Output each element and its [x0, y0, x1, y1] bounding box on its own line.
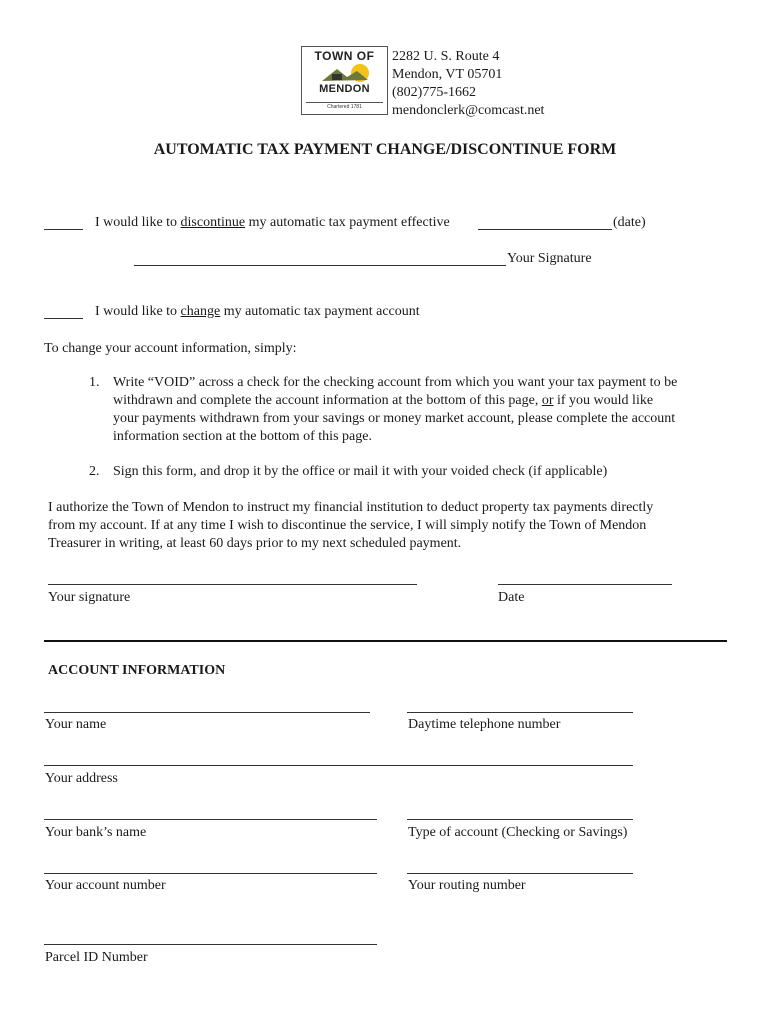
discontinue-keyword: discontinue: [180, 215, 246, 230]
address-label: Your address: [45, 771, 118, 786]
discontinue-checkbox-line[interactable]: [44, 229, 83, 230]
step1-or: or: [541, 393, 554, 408]
step1-line1: Write “VOID” across a check for the checking account from which you want your tax payment to be: [113, 375, 678, 390]
section-divider: [44, 640, 727, 642]
step1-line4: information section at the bottom of this page.: [113, 429, 372, 444]
logo-text-top: TOWN OF: [314, 49, 375, 63]
authorization-line2: from my account. If at any time I wish to discontinue the service, I will simply notify the Town of Mendon: [48, 518, 647, 533]
authorization-date-line[interactable]: [498, 584, 672, 585]
account-number-line[interactable]: [44, 873, 377, 874]
authorization-line1: I authorize the Town of Mendon to instruct my financial institution to deduct property tax payments directly: [48, 500, 654, 515]
change-prefix: I would like to: [95, 304, 181, 319]
step1-line2: [113, 392, 653, 410]
step1-line2b: if you would like: [553, 393, 654, 408]
step2-line1: Sign this form, and drop it by the office or mail it with your voided check (if applicable): [113, 464, 608, 479]
authorization-signature-label: Your signature: [48, 590, 131, 605]
discontinue-prefix: I would like to: [95, 215, 181, 230]
phone-label: Daytime telephone number: [408, 717, 561, 732]
phone-line[interactable]: [407, 712, 633, 713]
account-heading: ACCOUNT INFORMATION: [48, 663, 226, 678]
authorization-line3: Treasurer in writing, at least 60 days prior to my next scheduled payment.: [48, 536, 462, 551]
routing-number-line[interactable]: [407, 873, 633, 874]
name-line[interactable]: [44, 712, 370, 713]
address-street: 2282 U. S. Route 4: [392, 49, 500, 64]
instructions-intro: To change your account information, simply:: [44, 341, 297, 356]
routing-number-label: Your routing number: [408, 878, 526, 893]
change-statement: [95, 303, 420, 321]
town-logo: [301, 46, 388, 115]
address-line[interactable]: [44, 765, 633, 766]
change-checkbox-line[interactable]: [44, 318, 83, 319]
change-keyword: change: [180, 304, 221, 319]
discontinue-statement: [95, 214, 450, 232]
logo-chartered: Chartered 1781: [306, 102, 383, 112]
step2-number: 2.: [89, 464, 100, 479]
parcel-id-line[interactable]: [44, 944, 377, 945]
address-email: mendonclerk@comcast.net: [392, 103, 545, 118]
change-suffix: my automatic tax payment account: [220, 304, 420, 319]
logo-text-bottom: MENDON: [319, 83, 370, 95]
date-label: (date): [613, 215, 646, 230]
name-label: Your name: [45, 717, 107, 732]
address-phone: (802)775-1662: [392, 85, 476, 100]
discontinue-signature-label: Your Signature: [507, 251, 592, 266]
discontinue-signature-line[interactable]: [134, 265, 506, 266]
address-city: Mendon, VT 05701: [392, 67, 503, 82]
step1-line2a: withdrawn and complete the account information at the bottom of this page,: [113, 393, 542, 408]
account-number-label: Your account number: [45, 878, 166, 893]
bank-name-line[interactable]: [44, 819, 377, 820]
parcel-id-label: Parcel ID Number: [45, 950, 148, 965]
authorization-date-label: Date: [498, 590, 525, 605]
step1-number: 1.: [89, 375, 100, 390]
account-type-line[interactable]: [407, 819, 633, 820]
discontinue-suffix: my automatic tax payment effective: [245, 215, 450, 230]
step1-line3: your payments withdrawn from your savings or money market account, please complete the account: [113, 411, 676, 426]
account-type-label: Type of account (Checking or Savings): [408, 825, 628, 840]
bank-name-label: Your bank’s name: [45, 825, 147, 840]
authorization-signature-line[interactable]: [48, 584, 417, 585]
form-title: AUTOMATIC TAX PAYMENT CHANGE/DISCONTINUE FORM: [153, 141, 617, 158]
effective-date-line[interactable]: [478, 229, 612, 230]
